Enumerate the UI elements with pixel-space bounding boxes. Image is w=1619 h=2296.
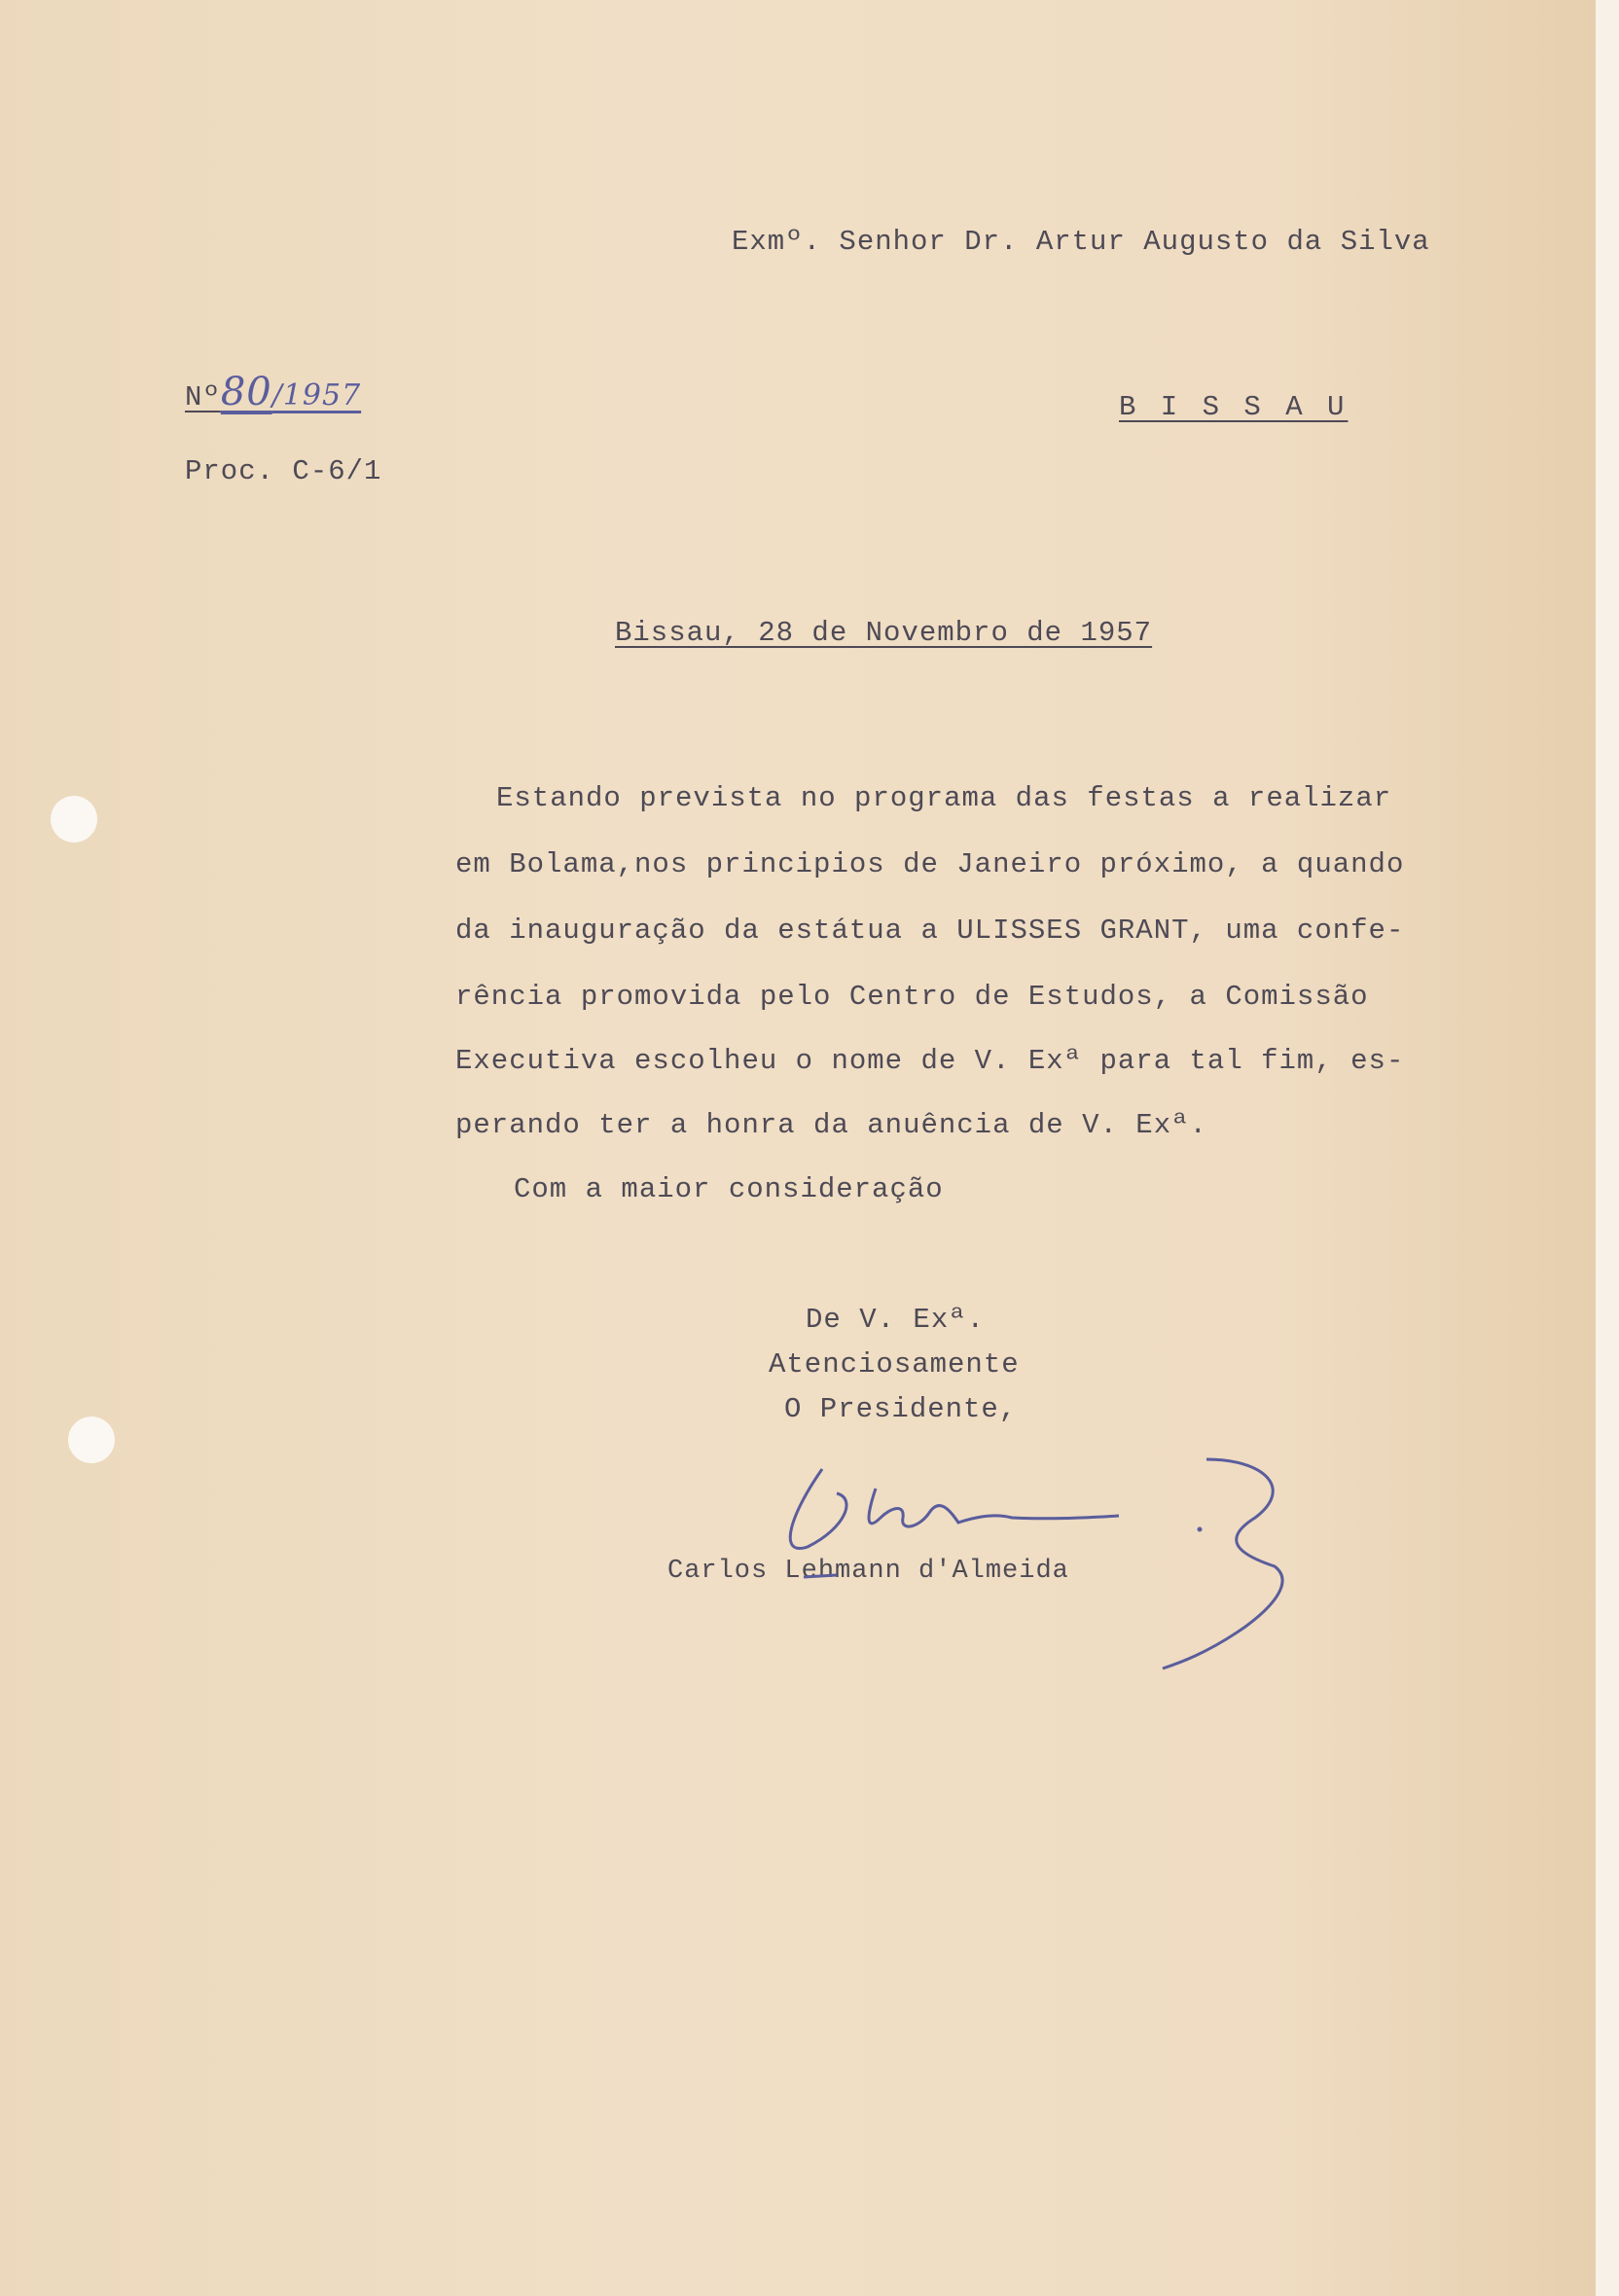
signatory-title: O Presidente,: [784, 1393, 1018, 1425]
salutation: De V. Exª.: [806, 1304, 986, 1336]
number-year: /1957: [271, 378, 362, 413]
addressee-line: Exmº. Senhor Dr. Artur Augusto da Silva: [732, 226, 1430, 258]
body-line-1: Estando prevista no programa das festas a realizar: [496, 782, 1392, 814]
signature-flourish: [1163, 1459, 1282, 1668]
signature-strike: [804, 1575, 837, 1577]
signature-initial: [790, 1469, 846, 1549]
body-line-5: Executiva escolheu o nome de V. Exª para tal fim, es-: [455, 1045, 1405, 1077]
sign-off: Atenciosamente: [769, 1348, 1020, 1381]
process-reference: Proc. C-6/1: [185, 455, 382, 487]
closing-line: Com a maior consideração: [514, 1173, 944, 1205]
city-heading: B I S S A U: [1119, 391, 1349, 423]
number-prefix: Nº: [185, 381, 221, 413]
date-line: Bissau, 28 de Novembro de 1957: [615, 617, 1153, 649]
signatory-name: Carlos Lehmann d'Almeida: [667, 1557, 1069, 1586]
body-line-4: rência promovida pelo Centro de Estudos, a Comissão: [455, 981, 1369, 1013]
signature-scrawl: [869, 1489, 1119, 1526]
body-line-3: da inauguração da estátua a ULISSES GRANT, uma confe-: [455, 915, 1405, 947]
body-line-2: em Bolama,nos principios de Janeiro próximo, a quando: [455, 848, 1405, 880]
signature-dot: [1198, 1527, 1203, 1532]
body-line-6: perando ter a honra da anuência de V. Exª.: [455, 1109, 1207, 1141]
handwritten-number: 80: [220, 370, 272, 414]
